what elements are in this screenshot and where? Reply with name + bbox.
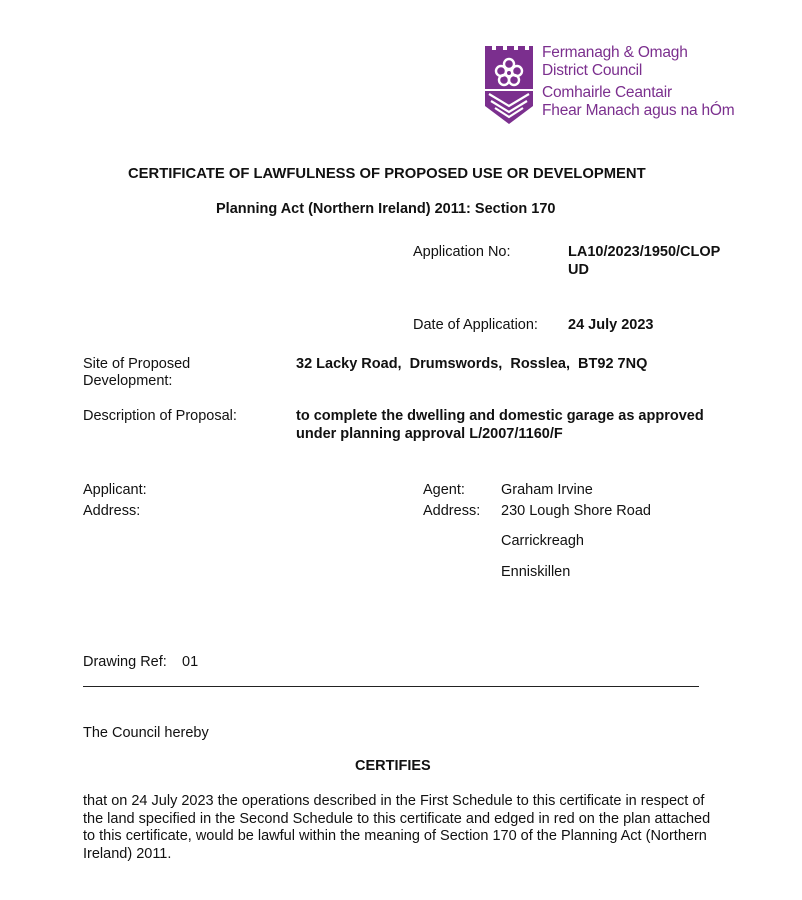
certificate-title: CERTIFICATE OF LAWFULNESS OF PROPOSED USE OR DEVELOPMENT [128,166,646,182]
logo-line-3: Comhairle Ceantair [542,84,672,101]
agent-address-line3: Enniskillen [501,564,571,580]
proposal-line2: under planning approval L/2007/1160/F [296,426,563,442]
certifies-heading: CERTIFIES [355,758,431,774]
agent-address-label: Address: [423,503,481,519]
application-no-value-line2: UD [568,262,589,278]
drawing-ref-label: Drawing Ref: [83,654,167,670]
council-crest-icon [484,44,534,126]
section-divider [83,686,699,687]
drawing-ref-value: 01 [182,654,199,670]
application-no-label: Application No: [413,244,511,260]
agent-address-line1: 230 Lough Shore Road [501,503,651,519]
site-label-line2: Development: [83,373,173,389]
date-of-application-value: 24 July 2023 [568,317,654,333]
proposal-label: Description of Proposal: [83,408,237,424]
council-name [542,44,735,120]
agent-label: Agent: [423,482,465,498]
certification-body: that on 24 July 2023 the operations described in the First Schedule to this certificate in respect of the land specified in the Second Schedule to this certificate and edged in red on the plan attached to this certificate, would be lawful within the meaning of Section 170 of the Planning Act (Northern Ireland) 2011. [83,793,711,862]
logo-line-1: Fermanagh & Omagh [542,44,688,61]
site-address: 32 Lacky Road, Drumswords, Rosslea, BT92 7NQ [296,356,648,372]
application-no-value-line1: LA10/2023/1950/CLOP [568,244,721,260]
applicant-address-label: Address: [83,503,141,519]
site-label-line1: Site of Proposed [83,356,191,372]
agent-address-line2: Carrickreagh [501,533,584,549]
logo-line-2: District Council [542,62,643,79]
agent-name: Graham Irvine [501,482,593,498]
council-logo [484,44,735,128]
logo-line-4: Fhear Manach agus na hÓm [542,102,735,119]
council-intro: The Council hereby [83,725,209,741]
applicant-label: Applicant: [83,482,147,498]
certificate-subtitle: Planning Act (Northern Ireland) 2011: Section 170 [216,201,556,217]
proposal-line1: to complete the dwelling and domestic garage as approved [296,408,704,424]
date-of-application-label: Date of Application: [413,317,538,333]
